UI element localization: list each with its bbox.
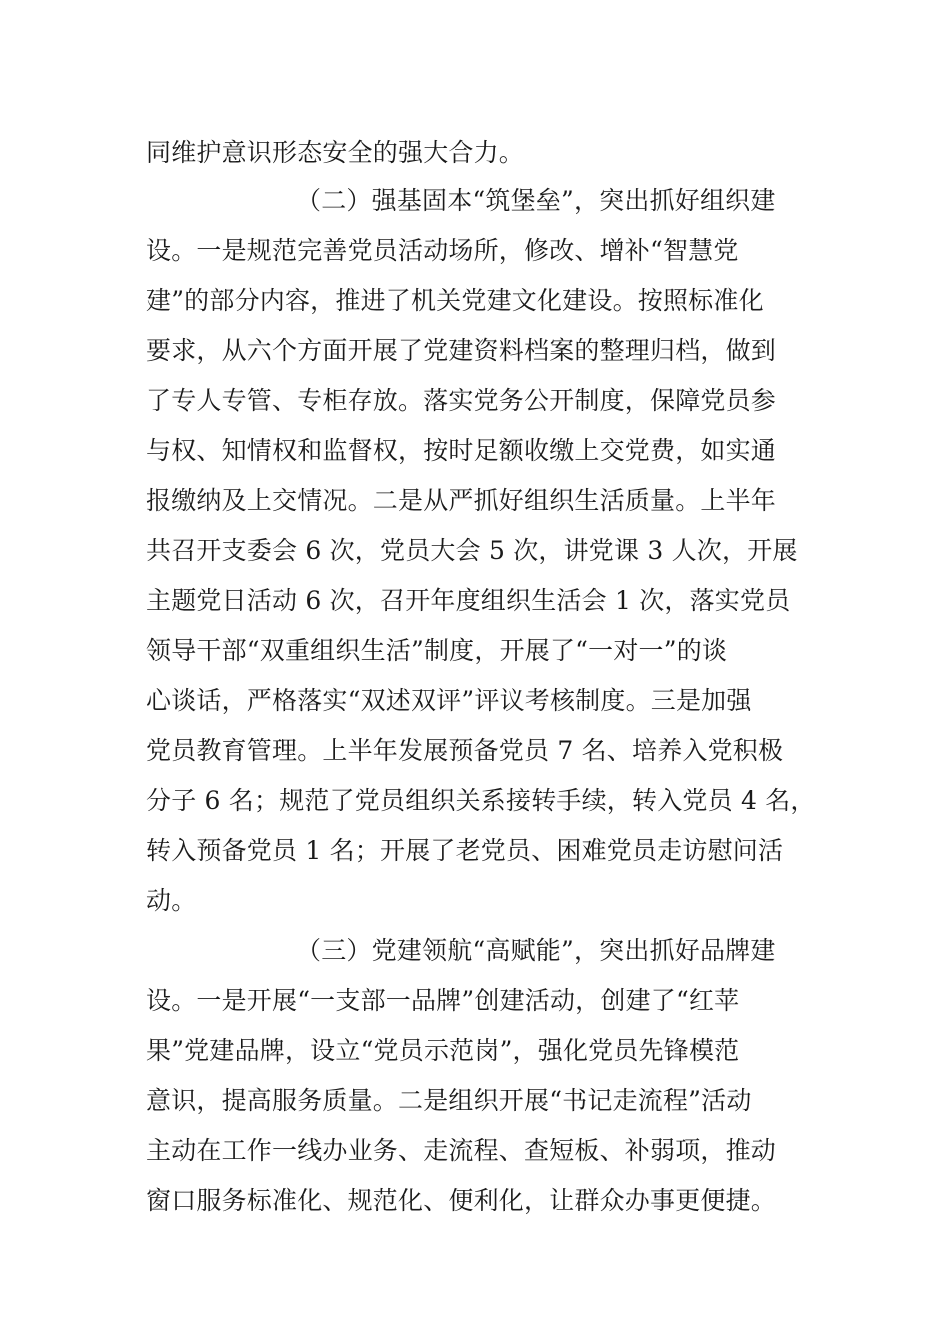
text-line: 动。 xyxy=(146,886,197,915)
text-line: 主动在工作一线办业务、走流程、查短板、补弱项，推动 xyxy=(146,1136,777,1165)
text-line: 领导干部“双重组织生活”制度，开展了“一对一”的谈 xyxy=(146,636,728,665)
text-line: 意识，提高服务质量。二是组织开展“书记走流程”活动 xyxy=(146,1086,752,1115)
text-line: 与权、知情权和监督权，按时足额收缴上交党费，如实通 xyxy=(146,436,777,465)
text-line: 报缴纳及上交情况。二是从严抓好组织生活质量。上半年 xyxy=(146,486,777,515)
text-line: 党员教育管理。上半年发展预备党员 7 名、培养入党积极 xyxy=(146,736,784,765)
text-line: 窗口服务标准化、规范化、便利化，让群众办事更便捷。 xyxy=(146,1186,777,1215)
text-line: 主题党日活动 6 次，召开年度组织生活会 1 次，落实党员 xyxy=(146,586,791,615)
section-heading-line: （二）强基固本“筑堡垒”，突出抓好组织建 xyxy=(296,186,776,215)
text-line: 共召开支委会 6 次，党员大会 5 次，讲党课 3 人次，开展 xyxy=(146,536,798,565)
text-line: 设。一是开展“一支部一品牌”创建活动，创建了“红苹 xyxy=(146,986,740,1015)
text-line: 心谈话，严格落实“双述双评”评议考核制度。三是加强 xyxy=(146,686,752,715)
text-line: 同维护意识形态安全的强大合力。 xyxy=(146,138,525,167)
section-heading-line: （三）党建领航“高赋能”，突出抓好品牌建 xyxy=(296,936,776,965)
text-line: 转入预备党员 1 名；开展了老党员、困难党员走访慰问活 xyxy=(146,836,784,865)
text-line: 分子 6 名；规范了党员组织关系接转手续，转入党员 4 名， xyxy=(146,786,816,815)
text-line: 设。一是规范完善党员活动场所，修改、增补“智慧党 xyxy=(146,236,739,265)
text-line: 了专人专管、专柜存放。落实党务公开制度，保障党员参 xyxy=(146,386,777,415)
text-line: 要求，从六个方面开展了党建资料档案的整理归档，做到 xyxy=(146,336,777,365)
text-line: 果”党建品牌，设立“党员示范岗”，强化党员先锋模范 xyxy=(146,1036,740,1065)
text-line: 建”的部分内容，推进了机关党建文化建设。按照标准化 xyxy=(146,286,764,315)
